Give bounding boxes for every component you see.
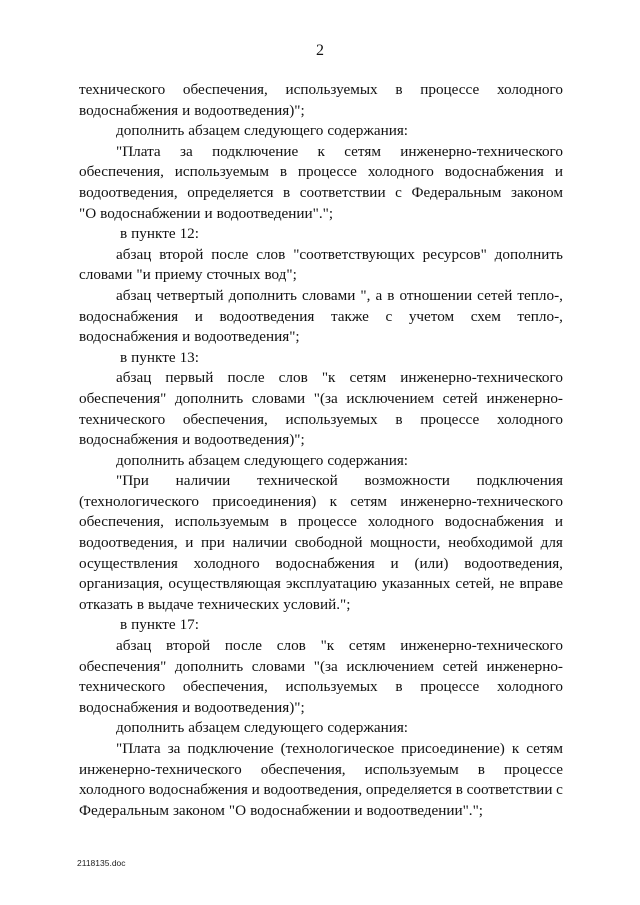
text-line: "О водоснабжении и водоотведении"."; xyxy=(79,204,334,222)
text-line: водоснабжения и водоотведения"; xyxy=(79,328,300,346)
text-line: абзац четвертый дополнить словами ", а в отношении сетей тепло-, xyxy=(116,286,563,304)
text-line: холодного водоснабжения и водоотведения, определяется в соответствии с xyxy=(79,781,563,799)
text-line: "Плата за подключение к сетям инженерно-технического xyxy=(116,142,563,160)
text-line: абзац второй после слов "к сетям инженерно-технического xyxy=(116,637,563,655)
text-line: абзац первый после слов "к сетям инженерно-технического xyxy=(116,369,563,387)
text-line: дополнить абзацем следующего содержания: xyxy=(116,451,409,469)
text-line: словами "и приему сточных вод"; xyxy=(79,266,297,284)
text-line: "Плата за подключение (технологическое присоединение) к сетям xyxy=(116,740,563,757)
text-line: обеспечения, используемым в процессе холодного водоснабжения и xyxy=(79,513,563,531)
page-number: 2 xyxy=(316,42,324,59)
text-line: (технологического присоединения) к сетям инженерно-технического xyxy=(79,492,563,510)
footer-file-code: 2118135.doc xyxy=(77,858,126,868)
text-line: в пункте 12: xyxy=(120,225,199,243)
text-line: организация, осуществляющая эксплуатацию указанных сетей, не вправе xyxy=(79,575,563,593)
text-line: технического обеспечения, используемых в процессе холодного xyxy=(79,81,563,98)
text-line: водоотведения, определяется в соответствии с Федеральным законом xyxy=(79,183,563,201)
text-line: технического обеспечения, используемых в процессе холодного xyxy=(79,410,563,428)
text-line: "При наличии технической возможности подключения xyxy=(116,472,563,490)
text-line: в пункте 13: xyxy=(120,348,199,366)
text-line: в пункте 17: xyxy=(120,616,199,634)
text-line: водоотведения, и при наличии свободной мощности, необходимой для xyxy=(79,534,563,552)
text-line: обеспечения, используемым в процессе холодного водоснабжения и xyxy=(79,163,563,181)
text-line: инженерно-технического обеспечения, используемым в процессе xyxy=(79,760,563,778)
text-line: абзац второй после слов "соответствующих ресурсов" дополнить xyxy=(116,245,563,263)
text-line: водоснабжения и водоотведения)"; xyxy=(79,101,305,119)
text-line: дополнить абзацем следующего содержания: xyxy=(116,719,409,737)
document-body xyxy=(79,80,563,821)
text-line: обеспечения" дополнить словами "(за исключением сетей инженерно- xyxy=(79,389,563,407)
text-line: дополнить абзацем следующего содержания: xyxy=(116,122,409,140)
text-line: обеспечения" дополнить словами "(за исключением сетей инженерно- xyxy=(79,657,563,675)
text-line: водоснабжения и водоотведения)"; xyxy=(79,698,305,716)
text-line: отказать в выдаче технических условий."; xyxy=(79,595,351,613)
text-line: водоснабжения и водоотведения также с учетом схем тепло-, xyxy=(79,307,563,325)
text-line: водоснабжения и водоотведения)"; xyxy=(79,431,305,449)
text-line: технического обеспечения, используемых в процессе холодного xyxy=(79,678,563,696)
text-line: Федеральным законом "О водоснабжении и водоотведении"."; xyxy=(79,801,484,819)
text-line: осуществления холодного водоснабжения и (или) водоотведения, xyxy=(79,554,563,572)
